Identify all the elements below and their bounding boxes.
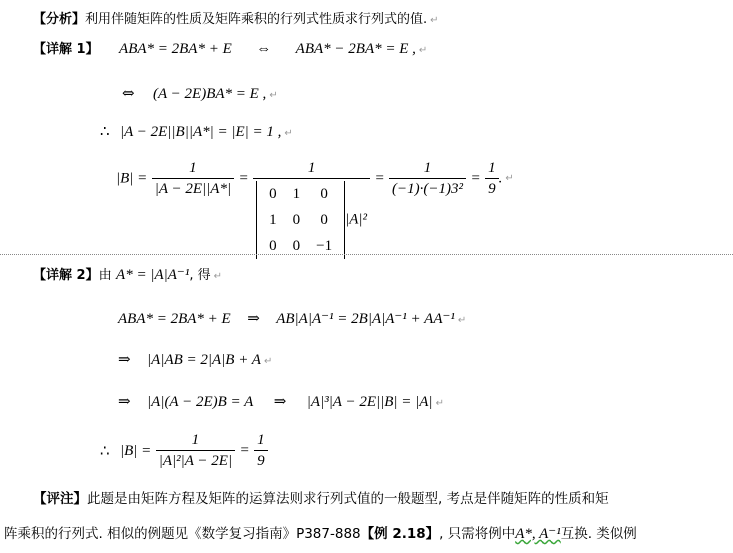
detail1-line1: [33, 40, 427, 60]
matrix-row: [261, 181, 340, 207]
paragraph-mark: ↵: [269, 90, 278, 101]
fraction-2: [253, 158, 370, 259]
comment-line1: [33, 490, 609, 508]
detail2-line4: [100, 430, 268, 471]
fraction-6-numerator: 1: [257, 432, 265, 448]
matrix-row: [261, 233, 340, 259]
detail1-eq3: |A − 2E||B||A*| = |E| = 1 ,: [120, 124, 282, 140]
fraction-4: [485, 158, 499, 199]
comment-line2-c: 互换. 类似例: [560, 526, 637, 542]
paragraph-mark: ↵: [213, 271, 222, 282]
matrix-cell: 0: [292, 238, 301, 254]
comment-line2-b: , 只需将例中: [439, 526, 516, 542]
analysis-label: 【分析】: [33, 12, 86, 27]
analysis-text: 利用伴随矩阵的性质及矩阵乘积的行列式性质求行列式的值.: [85, 12, 428, 27]
paragraph-mark: ↵: [284, 128, 293, 139]
paragraph-mark: ↵: [263, 356, 273, 367]
comment-line2-a: 阵乘积的行列式. 相似的例题见《数学复习指南》P387-888: [4, 526, 361, 542]
iff-symbol: ⇔: [256, 41, 272, 57]
determinant-matrix: [256, 181, 345, 259]
iff-symbol: ⇔: [122, 84, 135, 102]
paragraph-mark: ↵: [505, 172, 514, 184]
detail1-eq4-lhs: |B| =: [116, 170, 148, 187]
comment-example-ref: 【例 2.18】: [360, 526, 440, 542]
fraction-3-denominator: (−1)·(−1)3²: [389, 178, 466, 199]
fraction-5-numerator: 1: [191, 432, 200, 448]
fraction-3: [389, 158, 466, 199]
fraction-1-denominator: |A − 2E||A*|: [152, 178, 234, 199]
detail1-line4: [116, 158, 514, 259]
fraction-1: [152, 158, 234, 199]
analysis-line: [33, 11, 439, 30]
detail2-line1: [118, 309, 466, 330]
detail2-l3-right: |A|³|A − 2E||B| = |A|: [306, 394, 433, 410]
equals-sign: =: [239, 442, 250, 459]
fraction-1-numerator: 1: [189, 160, 197, 176]
matrix-cell: 0: [320, 186, 328, 202]
detail1-label: 【详解 1】: [33, 42, 99, 57]
implies-symbol: ⇒: [273, 392, 287, 410]
paragraph-mark: ↵: [435, 398, 444, 409]
paragraph-mark: ↵: [418, 45, 428, 56]
detail1-line3: [100, 122, 293, 143]
therefore-symbol: ∴: [100, 122, 110, 140]
detail2-l1-left: ABA* = 2BA* + E: [118, 311, 231, 327]
equals-sign: =: [470, 170, 481, 187]
fraction-3-numerator: 1: [423, 160, 432, 176]
period: .: [498, 170, 503, 187]
detail1-eq2: (A − 2E)BA* = E ,: [153, 86, 267, 102]
comment-line2-math: A*, A⁻¹: [515, 526, 561, 542]
detail1-line2: [122, 84, 278, 105]
detail2-intro-post: , 得: [189, 268, 211, 283]
therefore-symbol: ∴: [100, 441, 110, 460]
detail1-eq1-left: ABA* = 2BA* + E: [119, 41, 232, 57]
comment-line1-text: 此题是由矩阵方程及矩阵的运算法则求行列式值的一般题型, 考点是伴随矩阵的性质和矩: [87, 491, 609, 507]
matrix-cell: −1: [316, 238, 333, 254]
fraction-4-denominator: 9: [485, 178, 499, 199]
matrix-cell: 1: [269, 212, 277, 228]
detail2-l1-right: AB|A|A⁻¹ = 2B|A|A⁻¹ + AA⁻¹: [276, 311, 455, 327]
detail2-label: 【详解 2】: [33, 268, 99, 283]
detail2-intro-pre: 由: [98, 268, 112, 283]
fraction-5: [156, 430, 235, 471]
matrix-tail: |A|²: [345, 211, 368, 228]
implies-symbol: ⇒: [247, 309, 260, 327]
fraction-2-denominator: [253, 178, 370, 259]
fraction-4-numerator: 1: [488, 160, 496, 176]
equals-sign: =: [238, 170, 249, 187]
fraction-2-numerator: 1: [307, 160, 316, 176]
comment-label: 【评注】: [33, 491, 87, 507]
detail2-intro-math: A* = |A|A⁻¹: [116, 267, 190, 283]
detail2-l3-left: |A|(A − 2E)B = A: [147, 394, 254, 410]
fraction-6-denominator: 9: [254, 450, 268, 471]
fraction-5-denominator: |A|²|A − 2E|: [156, 450, 235, 471]
detail2-line2: [118, 350, 272, 371]
matrix-cell: 0: [320, 212, 328, 228]
detail2-intro: [33, 266, 222, 286]
section-divider: [0, 254, 733, 255]
matrix-cell: 1: [292, 186, 301, 202]
implies-symbol: ⇒: [118, 392, 131, 410]
matrix-cell: 0: [269, 238, 277, 254]
equals-sign: =: [374, 170, 385, 187]
fraction-6: [254, 430, 268, 471]
comment-line2: [4, 525, 637, 543]
matrix-row: [261, 207, 340, 233]
detail2-l4-lhs: |B| =: [120, 442, 152, 459]
detail2-line3: [118, 392, 444, 413]
paragraph-mark: ↵: [430, 15, 439, 26]
implies-symbol: ⇒: [118, 350, 131, 368]
matrix-cell: 0: [292, 212, 301, 228]
detail1-eq1-right: ABA* − 2BA* = E ,: [295, 41, 416, 57]
matrix-cell: 0: [269, 186, 277, 202]
detail2-l2: |A|AB = 2|A|B + A: [147, 352, 261, 368]
paragraph-mark: ↵: [457, 315, 467, 326]
